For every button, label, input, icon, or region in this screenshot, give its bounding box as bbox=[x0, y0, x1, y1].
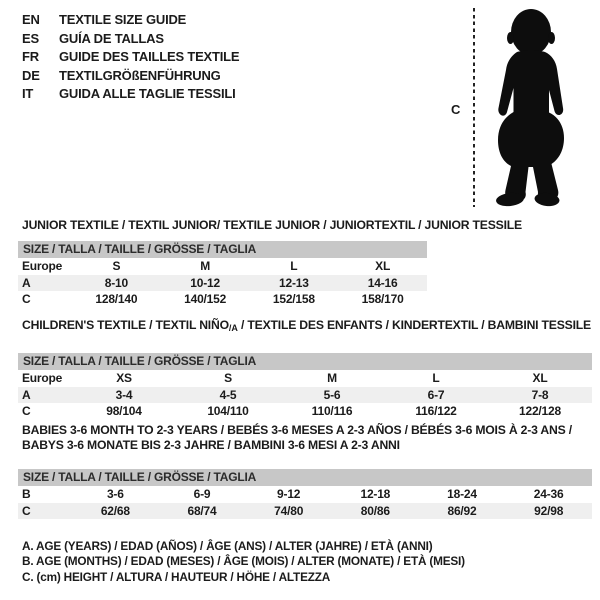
language-code: EN bbox=[22, 12, 40, 27]
size-section bbox=[18, 318, 592, 420]
cell-value: 80/86 bbox=[360, 503, 390, 518]
language-code: ES bbox=[22, 30, 39, 46]
row-label: B bbox=[22, 487, 31, 501]
section-title-text: / TEXTILE DES ENFANTS / KINDERTEXTIL / BAMBINI TESSILE bbox=[237, 318, 591, 332]
language-title: GUÍA DE TALLAS bbox=[59, 30, 164, 46]
cell-value: 110/116 bbox=[311, 404, 353, 418]
cell-value: 6-7 bbox=[427, 387, 445, 402]
cell-value: 5-6 bbox=[323, 387, 341, 402]
language-code: IT bbox=[22, 86, 34, 102]
height-measure-line bbox=[473, 8, 475, 207]
cell-value: 4-5 bbox=[219, 387, 237, 402]
cell-value: 8-10 bbox=[104, 275, 128, 290]
cell-value: XS bbox=[116, 371, 132, 385]
section-title bbox=[22, 318, 592, 335]
height-measure-label: C bbox=[451, 102, 461, 117]
size-section bbox=[18, 423, 592, 519]
section-title-line: BABYS 3-6 MONATE BIS 2-3 JAHRE / BAMBINI 3-6 MESI A 2-3 ANNI bbox=[22, 438, 400, 452]
cell-value: 92/98 bbox=[534, 503, 564, 518]
language-row bbox=[22, 30, 239, 49]
cell-value: 3-6 bbox=[106, 487, 124, 501]
language-title: GUIDE DES TAILLES TEXTILE bbox=[59, 49, 240, 65]
row-label: C bbox=[22, 404, 31, 418]
cell-value: 3-4 bbox=[115, 387, 133, 402]
row-label: Europe bbox=[22, 371, 63, 385]
cell-value: 12-18 bbox=[360, 487, 391, 501]
cell-value: 12-13 bbox=[279, 275, 309, 290]
size-table-header: SIZE / TALLA / TAILLE / GRÖSSE / TAGLIA bbox=[18, 353, 592, 370]
cell-value: L bbox=[290, 259, 298, 273]
cell-value: 24-36 bbox=[533, 487, 564, 501]
cell-value: 9-12 bbox=[277, 487, 301, 501]
section-title-text: CHILDREN'S TEXTILE / TEXTIL NIÑO bbox=[22, 318, 229, 332]
row-label: A bbox=[22, 275, 31, 290]
language-row bbox=[22, 48, 239, 67]
cell-value: 128/140 bbox=[95, 292, 138, 306]
table-row bbox=[18, 403, 592, 420]
table-row bbox=[18, 275, 427, 292]
language-title: TEXTILGRÖßENFÜHRUNG bbox=[59, 67, 221, 83]
cell-value: 62/68 bbox=[100, 503, 130, 518]
cell-value: 116/122 bbox=[415, 404, 457, 418]
cell-value: L bbox=[432, 371, 440, 385]
legend bbox=[22, 539, 465, 585]
size-table bbox=[18, 469, 592, 519]
cell-value: 158/170 bbox=[361, 292, 404, 306]
table-row bbox=[18, 486, 592, 503]
baby-silhouette-icon bbox=[481, 5, 581, 207]
cell-value: XL bbox=[532, 371, 548, 385]
cell-value: 18-24 bbox=[447, 487, 477, 501]
cell-value: 6-9 bbox=[193, 487, 211, 501]
legend-line: C. (cm) HEIGHT / ALTURA / HAUTEUR / HÖHE / ALTEZZA bbox=[22, 569, 331, 584]
language-code: DE bbox=[22, 67, 40, 83]
size-table bbox=[18, 353, 592, 420]
cell-value: 152/158 bbox=[272, 292, 315, 306]
table-row bbox=[18, 258, 427, 275]
cell-value: XL bbox=[375, 259, 391, 273]
table-row bbox=[18, 370, 592, 387]
legend-line: B. AGE (MONTHS) / EDAD (MESES) / ÂGE (MOIS) / ALTER (MONATE) / ETÀ (MESI) bbox=[22, 554, 465, 569]
section-title-line: BABIES 3-6 MONTH TO 2-3 YEARS / BEBÉS 3-6 MESES A 2-3 AÑOS / BÉBÉS 3-6 MOIS À 2-3 ANS / bbox=[22, 423, 572, 437]
language-title: GUIDA ALLE TAGLIE TESSILI bbox=[59, 86, 236, 102]
size-section bbox=[18, 218, 522, 308]
language-row bbox=[22, 85, 239, 104]
cell-value: 140/152 bbox=[184, 292, 227, 306]
cell-value: 86/92 bbox=[447, 503, 477, 518]
section-title-subscript: /A bbox=[228, 323, 238, 333]
row-label: C bbox=[22, 503, 31, 518]
cell-value: 68/74 bbox=[187, 503, 217, 518]
legend-line: A. AGE (YEARS) / EDAD (AÑOS) / ÂGE (ANS) / ALTER (JAHRE) / ETÀ (ANNI) bbox=[22, 539, 433, 553]
cell-value: 98/104 bbox=[106, 404, 142, 418]
cell-value: M bbox=[200, 259, 211, 273]
table-row bbox=[18, 503, 592, 520]
cell-value: 10-12 bbox=[190, 275, 220, 290]
row-label: Europe bbox=[22, 259, 63, 273]
cell-value: M bbox=[327, 371, 337, 385]
cell-value: 122/128 bbox=[519, 404, 561, 418]
language-row bbox=[22, 11, 239, 30]
language-list bbox=[22, 11, 239, 104]
size-table-header: SIZE / TALLA / TAILLE / GRÖSSE / TAGLIA bbox=[18, 241, 427, 258]
cell-value: 7-8 bbox=[531, 387, 549, 402]
cell-value: 74/80 bbox=[274, 503, 304, 518]
cell-value: S bbox=[112, 259, 121, 273]
cell-value: 14-16 bbox=[367, 275, 398, 290]
language-code: FR bbox=[22, 49, 39, 65]
row-label: C bbox=[22, 292, 31, 306]
cell-value: S bbox=[224, 371, 232, 385]
cell-value: 104/110 bbox=[207, 404, 249, 418]
language-row bbox=[22, 67, 239, 86]
size-table bbox=[18, 241, 427, 308]
section-title: JUNIOR TEXTILE / TEXTIL JUNIOR/ TEXTILE JUNIOR / JUNIORTEXTIL / JUNIOR TESSILE bbox=[22, 218, 522, 232]
size-table-header: SIZE / TALLA / TAILLE / GRÖSSE / TAGLIA bbox=[18, 469, 592, 486]
row-label: A bbox=[22, 387, 31, 402]
table-row bbox=[18, 291, 427, 308]
table-row bbox=[18, 387, 592, 404]
language-title: TEXTILE SIZE GUIDE bbox=[59, 12, 187, 27]
section-title bbox=[22, 423, 592, 453]
